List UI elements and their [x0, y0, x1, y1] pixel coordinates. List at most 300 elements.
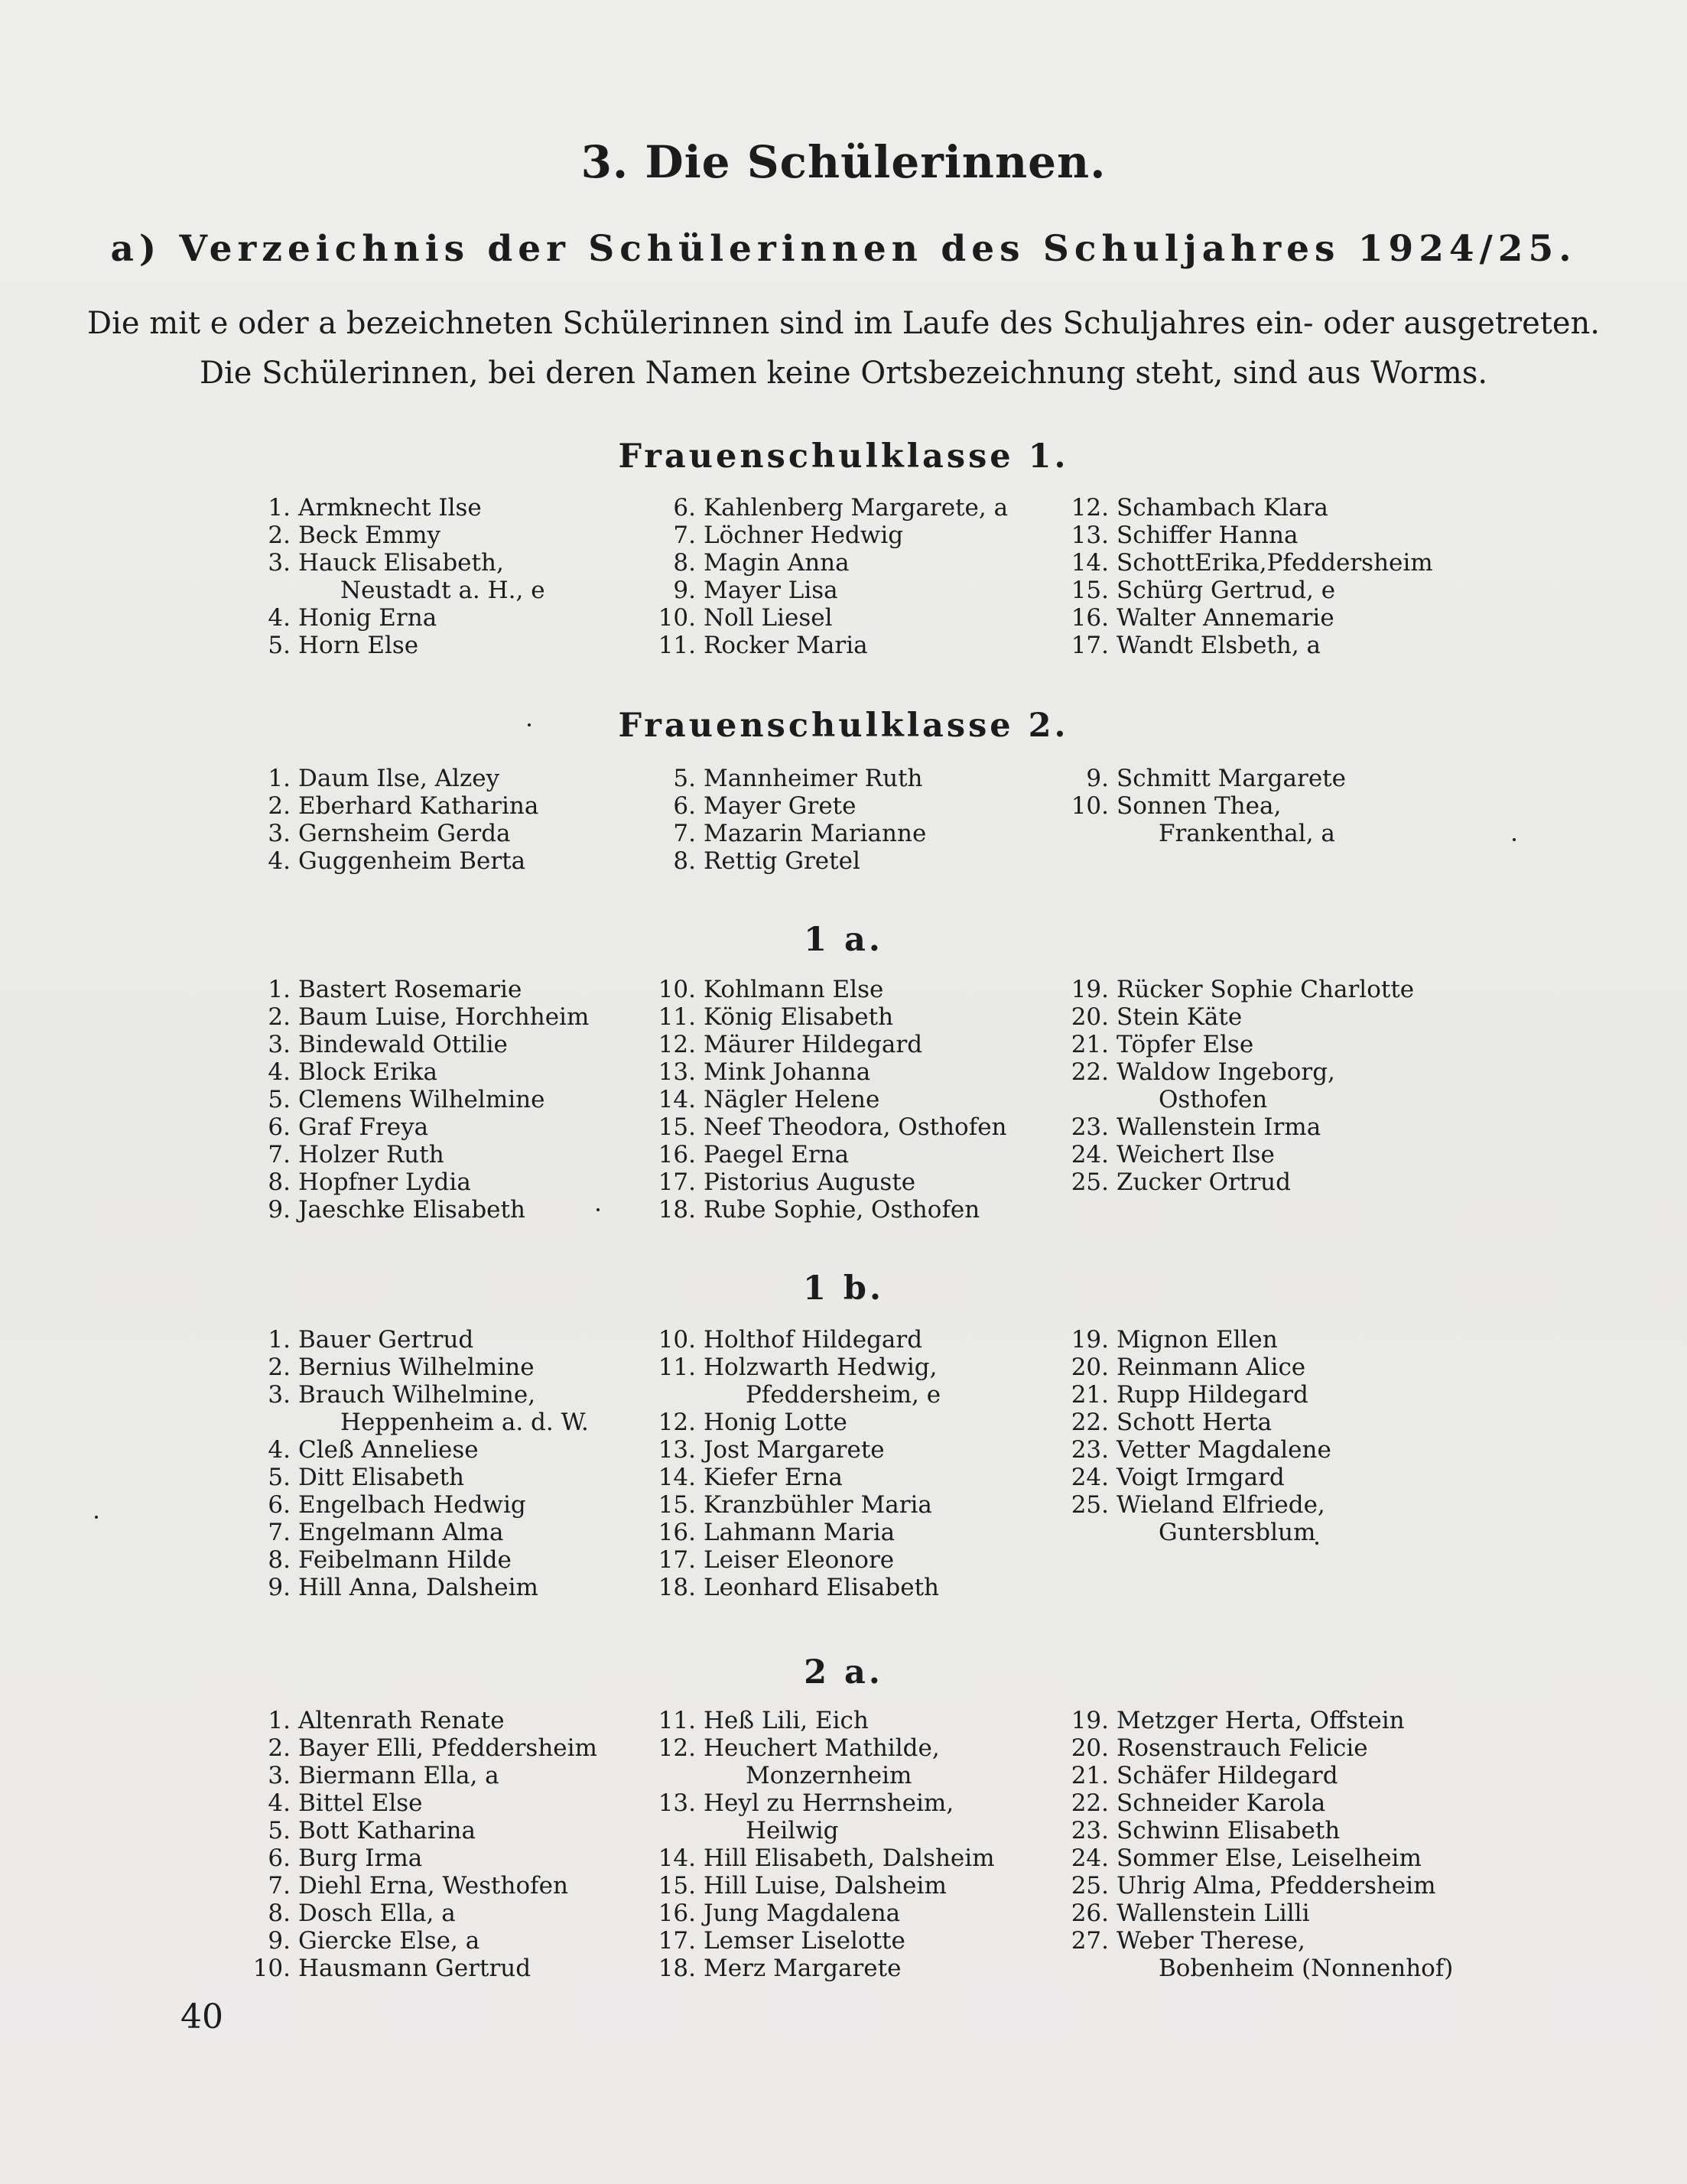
student-entry	[658, 1900, 900, 1927]
page-subtitle: a) Verzeichnis der Schülerinnen des Schuljahres 1924/25.	[110, 228, 1577, 270]
student-entry	[658, 494, 1008, 522]
entry-number: 16.	[658, 1141, 696, 1168]
entry-number: 16.	[1071, 604, 1109, 632]
student-name: Mazarin Marianne	[704, 820, 927, 847]
entry-number: 21.	[1071, 1381, 1109, 1409]
student-entry	[1071, 632, 1321, 659]
student-entry	[658, 1519, 895, 1546]
student-entry	[658, 1113, 1007, 1141]
student-entry	[252, 1168, 471, 1196]
student-entry	[658, 1409, 847, 1436]
entry-number: 5.	[268, 1464, 291, 1491]
entry-number: 26.	[1071, 1900, 1109, 1927]
student-name: Honig Erna	[298, 604, 437, 632]
student-name: Guggenheim Berta	[298, 847, 526, 875]
entry-number: 4.	[268, 847, 291, 875]
student-name: Holthof Hildegard	[704, 1326, 923, 1354]
entry-number: 6.	[673, 494, 696, 522]
student-entry	[252, 1817, 476, 1844]
entry-number: 15.	[658, 1872, 696, 1900]
student-entry	[252, 1436, 479, 1464]
student-name: Sommer Else, Leiselheim	[1117, 1844, 1422, 1872]
student-name: Heuchert Mathilde,	[704, 1734, 940, 1762]
student-entry	[1071, 1326, 1278, 1354]
student-entry	[658, 632, 868, 659]
student-entry	[1071, 549, 1433, 577]
student-entry	[658, 1707, 869, 1734]
section-title: 1 b.	[803, 1269, 884, 1308]
student-entry	[1071, 1762, 1338, 1789]
entry-number: 24.	[1071, 1844, 1109, 1872]
entry-number: 2.	[268, 1354, 291, 1381]
print-speck	[95, 1516, 98, 1519]
student-entry	[658, 1436, 885, 1464]
entry-number: 1.	[268, 765, 291, 792]
student-name: Dosch Ella, a	[298, 1900, 456, 1927]
entry-number: 1.	[268, 976, 291, 1003]
entry-number: 2.	[268, 792, 291, 820]
student-entry	[252, 1381, 535, 1409]
student-name: Block Erika	[298, 1058, 437, 1086]
student-entry	[658, 1872, 947, 1900]
student-name-continuation: Heilwig	[746, 1817, 839, 1844]
student-name: Walter Annemarie	[1117, 604, 1334, 632]
entry-number: 8.	[673, 847, 696, 875]
student-name: Wieland Elfriede,	[1117, 1491, 1325, 1519]
student-entry	[658, 1734, 940, 1762]
entry-number: 6.	[268, 1491, 291, 1519]
student-entry	[252, 604, 437, 632]
student-name: Rube Sophie, Osthofen	[704, 1196, 980, 1224]
student-name: Mayer Grete	[704, 792, 857, 820]
student-name: Altenrath Renate	[298, 1707, 505, 1734]
student-entry	[658, 765, 923, 792]
entry-number: 11.	[658, 632, 696, 659]
entry-number: 17.	[658, 1546, 696, 1574]
section-title: 1 a.	[804, 921, 883, 959]
student-entry	[1071, 1491, 1325, 1519]
entry-number: 4.	[268, 1058, 291, 1086]
student-name: Bindewald Ottilie	[298, 1031, 508, 1058]
entry-number: 19.	[1071, 1326, 1109, 1354]
entry-number: 1.	[268, 1326, 291, 1354]
student-entry	[1071, 976, 1414, 1003]
entry-number: 8.	[268, 1900, 291, 1927]
entry-number: 10.	[658, 1326, 696, 1354]
entry-number: 5.	[673, 765, 696, 792]
student-name: Kahlenberg Margarete, a	[704, 494, 1009, 522]
student-entry	[658, 549, 850, 577]
student-name: Bauer Gertrud	[298, 1326, 474, 1354]
entry-number: 18.	[658, 1955, 696, 1982]
student-name: Jung Magdalena	[704, 1900, 901, 1927]
print-speck	[596, 1208, 600, 1211]
student-entry	[252, 1844, 422, 1872]
student-entry	[252, 1546, 512, 1574]
student-name: Burg Irma	[298, 1844, 423, 1872]
student-entry	[658, 1196, 980, 1224]
student-entry	[658, 1927, 905, 1955]
entry-number: 9.	[268, 1927, 291, 1955]
entry-number: 9.	[268, 1574, 291, 1601]
student-entry	[1071, 1817, 1340, 1844]
student-entry	[658, 976, 883, 1003]
student-entry	[1071, 604, 1334, 632]
entry-number: 4.	[268, 604, 291, 632]
student-entry	[658, 1031, 922, 1058]
student-entry	[252, 976, 522, 1003]
student-name: Rocker Maria	[704, 632, 868, 659]
student-name: Eberhard Katharina	[298, 792, 539, 820]
entry-number: 12.	[1071, 494, 1109, 522]
student-name: Kohlmann Else	[704, 976, 884, 1003]
student-name: Hill Luise, Dalsheim	[704, 1872, 947, 1900]
student-name: Wandt Elsbeth, a	[1117, 632, 1321, 659]
student-entry	[252, 792, 538, 820]
student-name: Reinmann Alice	[1117, 1354, 1306, 1381]
student-name: Rosenstrauch Felicie	[1117, 1734, 1368, 1762]
student-entry	[252, 1574, 538, 1601]
student-name: Hill Elisabeth, Dalsheim	[704, 1844, 995, 1872]
entry-number: 25.	[1071, 1168, 1109, 1196]
entry-number: 23.	[1071, 1817, 1109, 1844]
student-name: Hausmann Gertrud	[298, 1955, 531, 1982]
entry-number: 3.	[268, 820, 291, 847]
student-name: Pistorius Auguste	[704, 1168, 916, 1196]
entry-number: 11.	[658, 1354, 696, 1381]
student-name: Hauck Elisabeth,	[298, 549, 504, 577]
student-entry	[1071, 522, 1298, 549]
student-name-continuation: Bobenheim (Nonnenhof)	[1159, 1955, 1454, 1982]
student-entry	[658, 1058, 870, 1086]
entry-number: 16.	[658, 1900, 696, 1927]
student-name-continuation: Monzernheim	[746, 1762, 912, 1789]
entry-number: 14.	[658, 1844, 696, 1872]
student-entry	[252, 1927, 479, 1955]
student-entry	[658, 1955, 901, 1982]
student-entry	[1071, 792, 1281, 820]
student-name: Armknecht Ilse	[298, 494, 482, 522]
entry-number: 16.	[658, 1519, 696, 1546]
entry-number: 4.	[268, 1789, 291, 1817]
student-entry	[252, 1900, 456, 1927]
student-name: Schäfer Hildegard	[1117, 1762, 1338, 1789]
entry-number: 7.	[268, 1872, 291, 1900]
student-name-continuation: Neustadt a. H., e	[340, 577, 545, 604]
student-name: Bastert Rosemarie	[298, 976, 522, 1003]
student-name: Beck Emmy	[298, 522, 441, 549]
student-entry	[1071, 494, 1328, 522]
student-entry	[252, 1141, 444, 1168]
student-entry	[252, 1762, 499, 1789]
entry-number: 2.	[268, 1734, 291, 1762]
student-entry	[252, 1519, 504, 1546]
entry-number: 10.	[658, 604, 696, 632]
student-entry	[1071, 1141, 1275, 1168]
student-name: Bittel Else	[298, 1789, 423, 1817]
student-name: Jost Margarete	[704, 1436, 885, 1464]
student-name: Horn Else	[298, 632, 419, 659]
student-entry	[252, 1086, 544, 1113]
entry-number: 18.	[658, 1574, 696, 1601]
entry-number: 8.	[268, 1168, 291, 1196]
entry-number: 6.	[268, 1844, 291, 1872]
student-name: Voigt Irmgard	[1117, 1464, 1285, 1491]
entry-number: 6.	[268, 1113, 291, 1141]
student-name: Schiffer Hanna	[1117, 522, 1299, 549]
entry-number: 15.	[658, 1113, 696, 1141]
student-entry	[252, 632, 418, 659]
student-name: Mayer Lisa	[704, 577, 838, 604]
student-name: Mink Johanna	[704, 1058, 871, 1086]
student-entry	[1071, 1381, 1308, 1409]
entry-number: 9.	[673, 577, 696, 604]
entry-number: 9.	[268, 1196, 291, 1224]
student-name: Leonhard Elisabeth	[704, 1574, 939, 1601]
student-entry	[252, 1955, 531, 1982]
student-entry	[252, 1058, 437, 1086]
entry-number: 25.	[1071, 1872, 1109, 1900]
student-name: Heß Lili, Eich	[704, 1707, 869, 1734]
student-name: Bott Katharina	[298, 1817, 476, 1844]
entry-number: 17.	[658, 1168, 696, 1196]
student-name: Schwinn Elisabeth	[1117, 1817, 1341, 1844]
page-title: 3. Die Schülerinnen.	[580, 136, 1107, 188]
student-entry	[1071, 1031, 1253, 1058]
student-entry	[252, 1113, 428, 1141]
student-entry	[658, 522, 903, 549]
student-entry	[252, 1196, 525, 1224]
student-name: Lahmann Maria	[704, 1519, 896, 1546]
entry-number: 13.	[658, 1436, 696, 1464]
student-entry	[252, 1872, 568, 1900]
student-name: Schneider Karola	[1117, 1789, 1326, 1817]
student-name: Engelmann Alma	[298, 1519, 504, 1546]
entry-number: 12.	[658, 1734, 696, 1762]
student-name: Mannheimer Ruth	[704, 765, 923, 792]
entry-number: 11.	[658, 1003, 696, 1031]
entry-number: 15.	[658, 1491, 696, 1519]
student-entry	[658, 577, 838, 604]
entry-number: 10.	[658, 976, 696, 1003]
student-entry	[658, 1574, 939, 1601]
student-name: Paegel Erna	[704, 1141, 850, 1168]
entry-number: 10.	[1071, 792, 1109, 820]
student-entry	[252, 1464, 464, 1491]
student-name: Kranzbühler Maria	[704, 1491, 932, 1519]
student-name: Feibelmann Hilde	[298, 1546, 512, 1574]
student-entry	[658, 604, 833, 632]
entry-number: 22.	[1071, 1789, 1109, 1817]
entry-number: 7.	[268, 1141, 291, 1168]
student-name: Rücker Sophie Charlotte	[1117, 976, 1415, 1003]
student-entry	[1071, 1707, 1405, 1734]
student-entry	[252, 522, 440, 549]
student-name-continuation: Guntersblum	[1159, 1519, 1316, 1546]
entry-number: 13.	[658, 1789, 696, 1817]
student-entry	[658, 1168, 915, 1196]
student-name-continuation: Osthofen	[1159, 1086, 1268, 1113]
entry-number: 5.	[268, 632, 291, 659]
student-entry	[1071, 1900, 1309, 1927]
student-name-continuation: Heppenheim a. d. W.	[340, 1409, 589, 1436]
student-entry	[1071, 1844, 1422, 1872]
entry-number: 3.	[268, 1762, 291, 1789]
student-name: Hill Anna, Dalsheim	[298, 1574, 538, 1601]
entry-number: 6.	[673, 792, 696, 820]
print-speck	[1513, 838, 1516, 841]
student-entry	[658, 1086, 879, 1113]
student-entry	[252, 1707, 505, 1734]
entry-number: 17.	[1071, 632, 1109, 659]
student-name: Cleß Anneliese	[298, 1436, 479, 1464]
student-entry	[1071, 1113, 1321, 1141]
entry-number: 25.	[1071, 1491, 1109, 1519]
student-name: Wallenstein Lilli	[1117, 1900, 1310, 1927]
student-entry	[658, 847, 860, 875]
entry-number: 11.	[658, 1707, 696, 1734]
student-name: Holzer Ruth	[298, 1141, 444, 1168]
entry-number: 10.	[252, 1955, 291, 1982]
student-entry	[252, 1003, 589, 1031]
entry-number: 8.	[268, 1546, 291, 1574]
entry-number: 19.	[1071, 976, 1109, 1003]
student-name: Graf Freya	[298, 1113, 429, 1141]
student-name: Weichert Ilse	[1117, 1141, 1275, 1168]
entry-number: 4.	[268, 1436, 291, 1464]
student-name: Nägler Helene	[704, 1086, 880, 1113]
student-entry	[658, 1546, 894, 1574]
entry-number: 8.	[673, 549, 696, 577]
student-name: Noll Liesel	[704, 604, 833, 632]
entry-number: 3.	[268, 1381, 291, 1409]
student-name: Lemser Liselotte	[704, 1927, 905, 1955]
entry-number: 23.	[1071, 1113, 1109, 1141]
student-name: Bayer Elli, Pfeddersheim	[298, 1734, 597, 1762]
entry-number: 5.	[268, 1817, 291, 1844]
student-entry	[658, 1464, 843, 1491]
print-speck	[1315, 1542, 1318, 1545]
student-name: Jaeschke Elisabeth	[298, 1196, 525, 1224]
entry-number: 23.	[1071, 1436, 1109, 1464]
entry-number: 1.	[268, 1707, 291, 1734]
student-name: Heyl zu Herrnsheim,	[704, 1789, 954, 1817]
student-entry	[658, 1789, 954, 1817]
print-speck	[528, 723, 531, 726]
student-name: Mignon Ellen	[1117, 1326, 1278, 1354]
entry-number: 21.	[1071, 1031, 1109, 1058]
entry-number: 12.	[658, 1031, 696, 1058]
student-entry	[252, 1789, 423, 1817]
student-name: Clemens Wilhelmine	[298, 1086, 545, 1113]
student-name: Hopfner Lydia	[298, 1168, 471, 1196]
student-entry	[1071, 1409, 1272, 1436]
entry-number: 17.	[658, 1927, 696, 1955]
student-name: Ditt Elisabeth	[298, 1464, 464, 1491]
entry-number: 19.	[1071, 1707, 1109, 1734]
entry-number: 15.	[1071, 577, 1109, 604]
student-entry	[1071, 765, 1346, 792]
student-entry	[658, 1844, 995, 1872]
entry-number: 7.	[268, 1519, 291, 1546]
entry-number: 7.	[673, 522, 696, 549]
entry-number: 18.	[658, 1196, 696, 1224]
student-name: SchottErika,Pfeddersheim	[1117, 549, 1433, 577]
student-name: König Elisabeth	[704, 1003, 894, 1031]
student-entry	[252, 549, 504, 577]
student-name: Gernsheim Gerda	[298, 820, 511, 847]
entry-number: 22.	[1071, 1409, 1109, 1436]
student-name: Honig Lotte	[704, 1409, 847, 1436]
student-name: Wallenstein Irma	[1117, 1113, 1321, 1141]
entry-number: 14.	[1071, 549, 1109, 577]
student-entry	[252, 1326, 473, 1354]
student-name: Weber Therese,	[1117, 1927, 1305, 1955]
student-entry	[252, 494, 482, 522]
entry-number: 12.	[658, 1409, 696, 1436]
entry-number: 20.	[1071, 1354, 1109, 1381]
entry-number: 20.	[1071, 1734, 1109, 1762]
student-name: Engelbach Hedwig	[298, 1491, 526, 1519]
student-entry	[658, 792, 857, 820]
student-name: Rupp Hildegard	[1117, 1381, 1308, 1409]
note-line: Die Schülerinnen, bei deren Namen keine Ortsbezeichnung steht, sind aus Worms.	[199, 356, 1488, 391]
student-name: Bernius Wilhelmine	[298, 1354, 535, 1381]
entry-number: 22.	[1071, 1058, 1109, 1086]
student-name: Sonnen Thea,	[1117, 792, 1282, 820]
student-name: Vetter Magdalene	[1117, 1436, 1331, 1464]
student-entry	[658, 1326, 922, 1354]
entry-number: 14.	[658, 1086, 696, 1113]
student-name: Giercke Else, a	[298, 1927, 480, 1955]
student-entry	[1071, 1003, 1242, 1031]
student-name: Waldow Ingeborg,	[1117, 1058, 1335, 1086]
student-name: Metzger Herta, Offstein	[1117, 1707, 1405, 1734]
student-name: Kiefer Erna	[704, 1464, 843, 1491]
student-name: Merz Margarete	[704, 1955, 902, 1982]
student-name: Diehl Erna, Westhofen	[298, 1872, 568, 1900]
student-name: Schürg Gertrud, e	[1117, 577, 1336, 604]
student-entry	[658, 1491, 932, 1519]
student-name: Holzwarth Hedwig,	[704, 1354, 938, 1381]
student-name: Biermann Ella, a	[298, 1762, 499, 1789]
student-entry	[252, 1031, 508, 1058]
student-name: Brauch Wilhelmine,	[298, 1381, 536, 1409]
student-entry	[1071, 1464, 1285, 1491]
student-entry	[252, 1734, 597, 1762]
student-entry	[252, 820, 511, 847]
student-name: Daum Ilse, Alzey	[298, 765, 500, 792]
student-entry	[1071, 1734, 1368, 1762]
entry-number: 20.	[1071, 1003, 1109, 1031]
section-title: Frauenschulklasse 1.	[618, 437, 1069, 476]
page-number: 40	[180, 1997, 223, 2036]
student-name: Uhrig Alma, Pfeddersheim	[1117, 1872, 1436, 1900]
entry-number: 24.	[1071, 1141, 1109, 1168]
student-entry	[658, 1003, 893, 1031]
student-entry	[1071, 1058, 1335, 1086]
student-entry	[252, 1491, 526, 1519]
student-entry	[658, 1354, 937, 1381]
student-entry	[252, 1354, 535, 1381]
student-entry	[1071, 577, 1335, 604]
entry-number: 5.	[268, 1086, 291, 1113]
entry-number: 3.	[268, 549, 291, 577]
student-name: Zucker Ortrud	[1117, 1168, 1291, 1196]
student-name: Neef Theodora, Osthofen	[704, 1113, 1007, 1141]
entry-number: 1.	[268, 494, 291, 522]
entry-number: 7.	[673, 820, 696, 847]
